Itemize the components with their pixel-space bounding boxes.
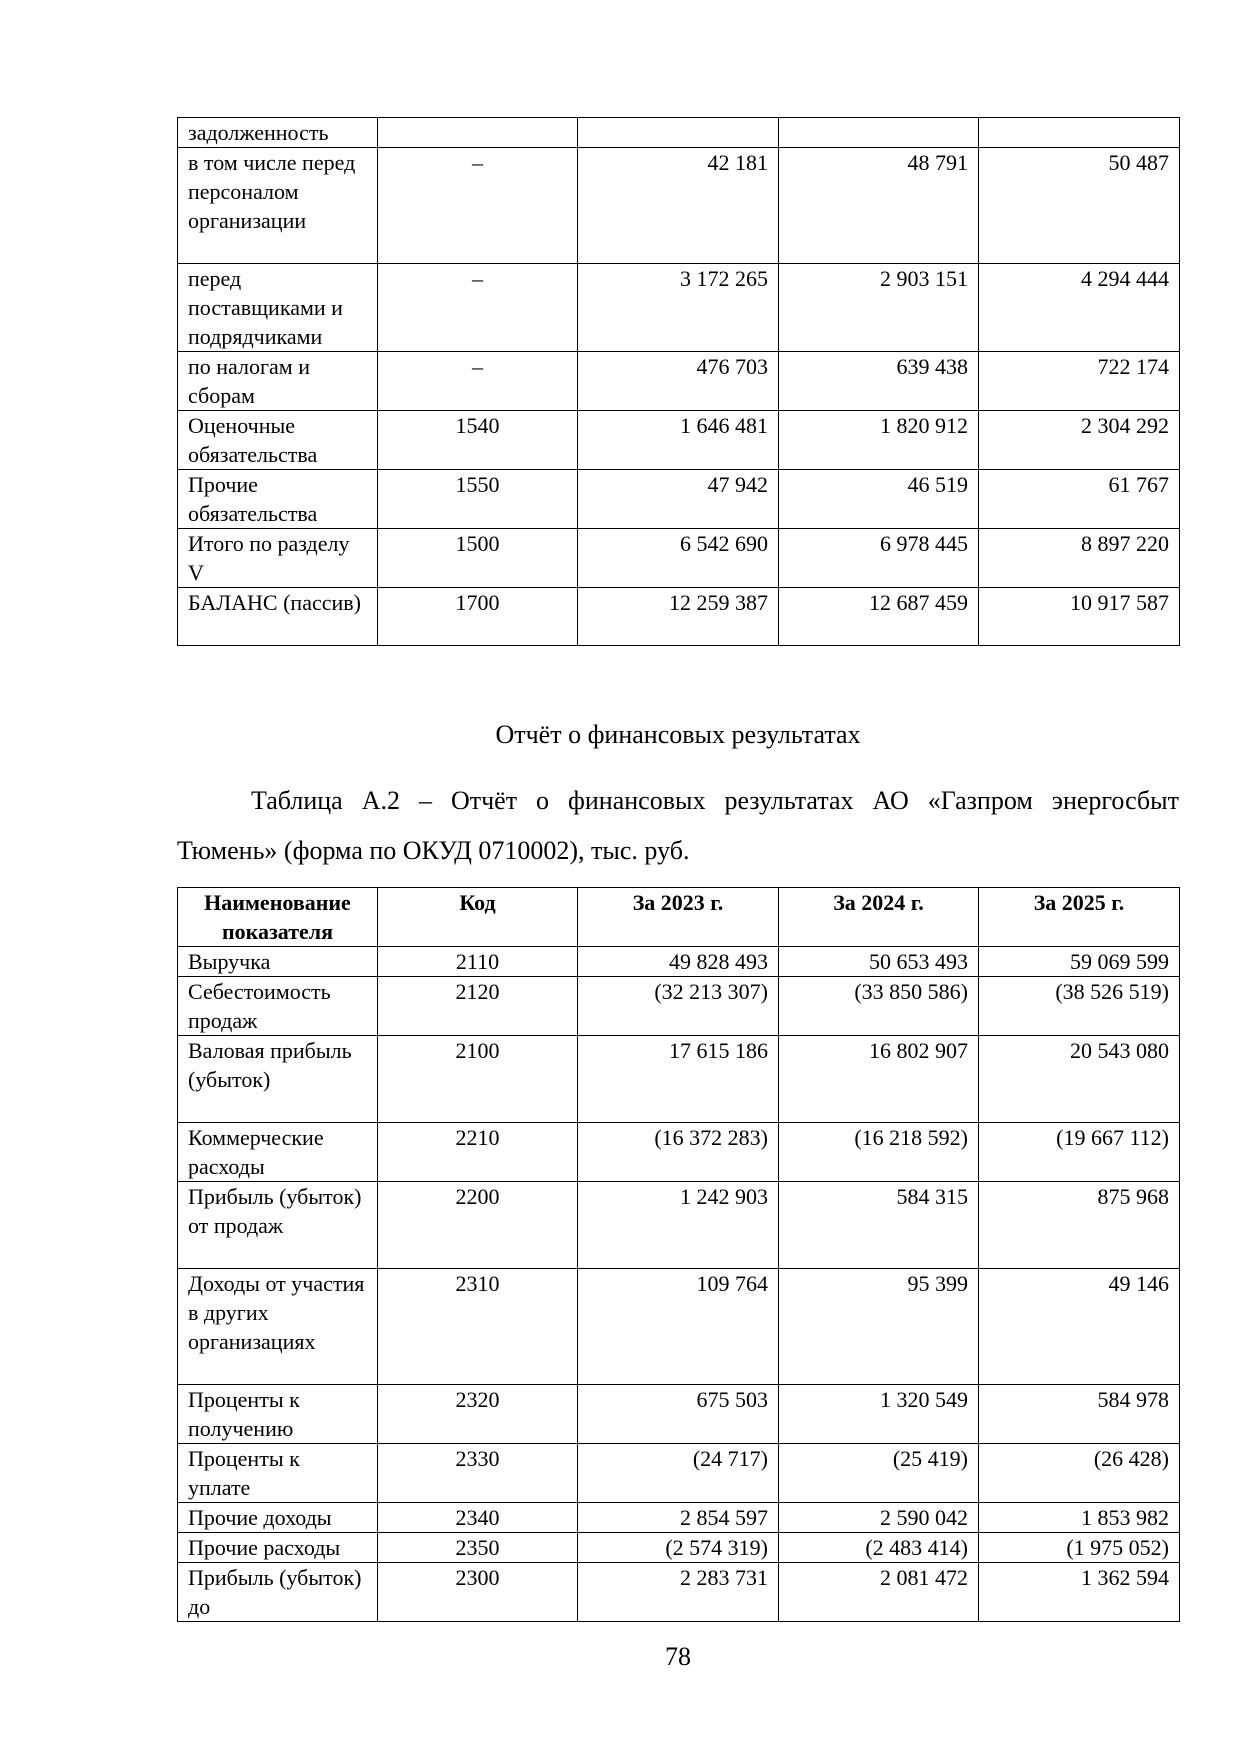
row-2024-cell: 16 802 907 xyxy=(779,1036,979,1123)
row-name-cell: в том числе перед персоналом организации xyxy=(178,148,378,264)
table-row xyxy=(178,947,1180,977)
header-name: Наименование показателя xyxy=(178,888,378,947)
row-2024-cell xyxy=(779,118,979,148)
row-name-cell: Оценочные обязательства xyxy=(178,411,378,470)
row-name-cell: перед поставщиками и подрядчиками xyxy=(178,264,378,352)
row-2024-cell: (25 419) xyxy=(779,1444,979,1503)
row-2025-cell xyxy=(979,118,1180,148)
header-code: Код xyxy=(378,888,578,947)
row-2023-cell: 47 942 xyxy=(578,470,779,529)
row-name-cell: Валовая прибыль (убыток) xyxy=(178,1036,378,1123)
row-2025-cell: 584 978 xyxy=(979,1385,1180,1444)
row-name-cell: Прочие доходы xyxy=(178,1503,378,1533)
row-2023-cell: (16 372 283) xyxy=(578,1123,779,1182)
row-2025-cell: 10 917 587 xyxy=(979,588,1180,646)
row-2024-cell: 46 519 xyxy=(779,470,979,529)
row-code-cell: 2300 xyxy=(378,1563,578,1622)
row-2024-cell: 12 687 459 xyxy=(779,588,979,646)
row-2024-cell: 2 903 151 xyxy=(779,264,979,352)
row-2023-cell: 49 828 493 xyxy=(578,947,779,977)
row-code-cell: – xyxy=(378,148,578,264)
row-code-cell: 2120 xyxy=(378,977,578,1036)
row-2023-cell: (2 574 319) xyxy=(578,1533,779,1563)
row-code-cell: 1540 xyxy=(378,411,578,470)
header-2024: За 2024 г. xyxy=(779,888,979,947)
page-number: 78 xyxy=(665,1642,691,1671)
row-2024-cell: 6 978 445 xyxy=(779,529,979,588)
table-row xyxy=(178,529,1180,588)
row-name-cell: Прибыль (убыток) от продаж xyxy=(178,1182,378,1269)
table-row xyxy=(178,588,1180,646)
row-2024-cell: (33 850 586) xyxy=(779,977,979,1036)
table-row xyxy=(178,977,1180,1036)
row-name-cell: Прочие расходы xyxy=(178,1533,378,1563)
financial-results-table xyxy=(177,887,1180,1622)
row-2023-cell: (32 213 307) xyxy=(578,977,779,1036)
row-name-cell: по налогам и сборам xyxy=(178,352,378,411)
row-code-cell: 2320 xyxy=(378,1385,578,1444)
row-2023-cell: 675 503 xyxy=(578,1385,779,1444)
table-row xyxy=(178,1269,1180,1385)
row-2024-cell: 639 438 xyxy=(779,352,979,411)
row-name-cell: Проценты к получению xyxy=(178,1385,378,1444)
row-2023-cell: 1 646 481 xyxy=(578,411,779,470)
table-row xyxy=(178,1503,1180,1533)
table-row xyxy=(178,264,1180,352)
row-code-cell: 2200 xyxy=(378,1182,578,1269)
row-code-cell: 1500 xyxy=(378,529,578,588)
row-name-cell: Доходы от участия в других организациях xyxy=(178,1269,378,1385)
balance-table-body xyxy=(178,118,1180,646)
row-code-cell: 2110 xyxy=(378,947,578,977)
row-name-cell: Прочие обязательства xyxy=(178,470,378,529)
row-2025-cell: (19 667 112) xyxy=(979,1123,1180,1182)
row-name-cell: Коммерческие расходы xyxy=(178,1123,378,1182)
row-2024-cell: 1 820 912 xyxy=(779,411,979,470)
row-code-cell: 2330 xyxy=(378,1444,578,1503)
table-row xyxy=(178,411,1180,470)
row-2023-cell xyxy=(578,118,779,148)
row-2024-cell: 50 653 493 xyxy=(779,947,979,977)
row-2023-cell: 2 854 597 xyxy=(578,1503,779,1533)
row-code-cell: 1550 xyxy=(378,470,578,529)
table-row xyxy=(178,1036,1180,1123)
row-name-cell: Прибыль (убыток) до xyxy=(178,1563,378,1622)
table-row xyxy=(178,1563,1180,1622)
row-2025-cell: (26 428) xyxy=(979,1444,1180,1503)
row-2025-cell: 49 146 xyxy=(979,1269,1180,1385)
row-2025-cell: 61 767 xyxy=(979,470,1180,529)
row-code-cell: 1700 xyxy=(378,588,578,646)
row-2025-cell: 59 069 599 xyxy=(979,947,1180,977)
row-code-cell: 2340 xyxy=(378,1503,578,1533)
row-code-cell: 2350 xyxy=(378,1533,578,1563)
table-row xyxy=(178,1444,1180,1503)
row-2025-cell: 20 543 080 xyxy=(979,1036,1180,1123)
row-name-cell: Себестоимость продаж xyxy=(178,977,378,1036)
row-code-cell: 2310 xyxy=(378,1269,578,1385)
header-row xyxy=(178,888,1180,947)
table-row xyxy=(178,1385,1180,1444)
row-code-cell: 2100 xyxy=(378,1036,578,1123)
row-2023-cell: 3 172 265 xyxy=(578,264,779,352)
row-2025-cell: 50 487 xyxy=(979,148,1180,264)
row-2023-cell: 109 764 xyxy=(578,1269,779,1385)
row-code-cell: 2210 xyxy=(378,1123,578,1182)
table-row xyxy=(178,148,1180,264)
row-2023-cell: 6 542 690 xyxy=(578,529,779,588)
row-code-cell: – xyxy=(378,264,578,352)
table-row xyxy=(178,1182,1180,1269)
row-2024-cell: 48 791 xyxy=(779,148,979,264)
row-2025-cell: 1 853 982 xyxy=(979,1503,1180,1533)
row-2023-cell: 42 181 xyxy=(578,148,779,264)
row-2024-cell: (16 218 592) xyxy=(779,1123,979,1182)
row-name-cell: Итого по разделу V xyxy=(178,529,378,588)
row-2023-cell: 17 615 186 xyxy=(578,1036,779,1123)
table-row xyxy=(178,1533,1180,1563)
row-code-cell xyxy=(378,118,578,148)
header-2025: За 2025 г. xyxy=(979,888,1180,947)
balance-liabilities-table xyxy=(177,117,1180,646)
row-name-cell: БАЛАНС (пассив) xyxy=(178,588,378,646)
row-2025-cell: 4 294 444 xyxy=(979,264,1180,352)
row-2024-cell: 2 590 042 xyxy=(779,1503,979,1533)
row-name-cell: задолженность xyxy=(178,118,378,148)
table-row xyxy=(178,118,1180,148)
row-2025-cell: (1 975 052) xyxy=(979,1533,1180,1563)
row-code-cell: – xyxy=(378,352,578,411)
row-2023-cell: 2 283 731 xyxy=(578,1563,779,1622)
section-title: Отчёт о финансовых результатах xyxy=(495,720,861,749)
row-2024-cell: (2 483 414) xyxy=(779,1533,979,1563)
financial-results-header xyxy=(178,888,1180,947)
row-2025-cell: 1 362 594 xyxy=(979,1563,1180,1622)
row-2023-cell: 1 242 903 xyxy=(578,1182,779,1269)
table-row xyxy=(178,352,1180,411)
row-2025-cell: (38 526 519) xyxy=(979,977,1180,1036)
row-2024-cell: 2 081 472 xyxy=(779,1563,979,1622)
row-2023-cell: 476 703 xyxy=(578,352,779,411)
table-row xyxy=(178,470,1180,529)
row-2025-cell: 875 968 xyxy=(979,1182,1180,1269)
table-caption-line-2: Тюмень» (форма по ОКУД 0710002), тыс. руб. xyxy=(177,836,690,865)
row-2025-cell: 8 897 220 xyxy=(979,529,1180,588)
financial-results-body xyxy=(178,947,1180,1622)
row-name-cell: Выручка xyxy=(178,947,378,977)
table-caption-line-1: Таблица А.2 – Отчёт о финансовых результатах АО «Газпром энергосбыт xyxy=(251,786,1179,815)
row-2025-cell: 2 304 292 xyxy=(979,411,1180,470)
table-row xyxy=(178,1123,1180,1182)
row-2023-cell: (24 717) xyxy=(578,1444,779,1503)
row-name-cell: Проценты к уплате xyxy=(178,1444,378,1503)
row-2024-cell: 95 399 xyxy=(779,1269,979,1385)
header-2023: За 2023 г. xyxy=(578,888,779,947)
row-2024-cell: 584 315 xyxy=(779,1182,979,1269)
row-2023-cell: 12 259 387 xyxy=(578,588,779,646)
row-2024-cell: 1 320 549 xyxy=(779,1385,979,1444)
row-2025-cell: 722 174 xyxy=(979,352,1180,411)
